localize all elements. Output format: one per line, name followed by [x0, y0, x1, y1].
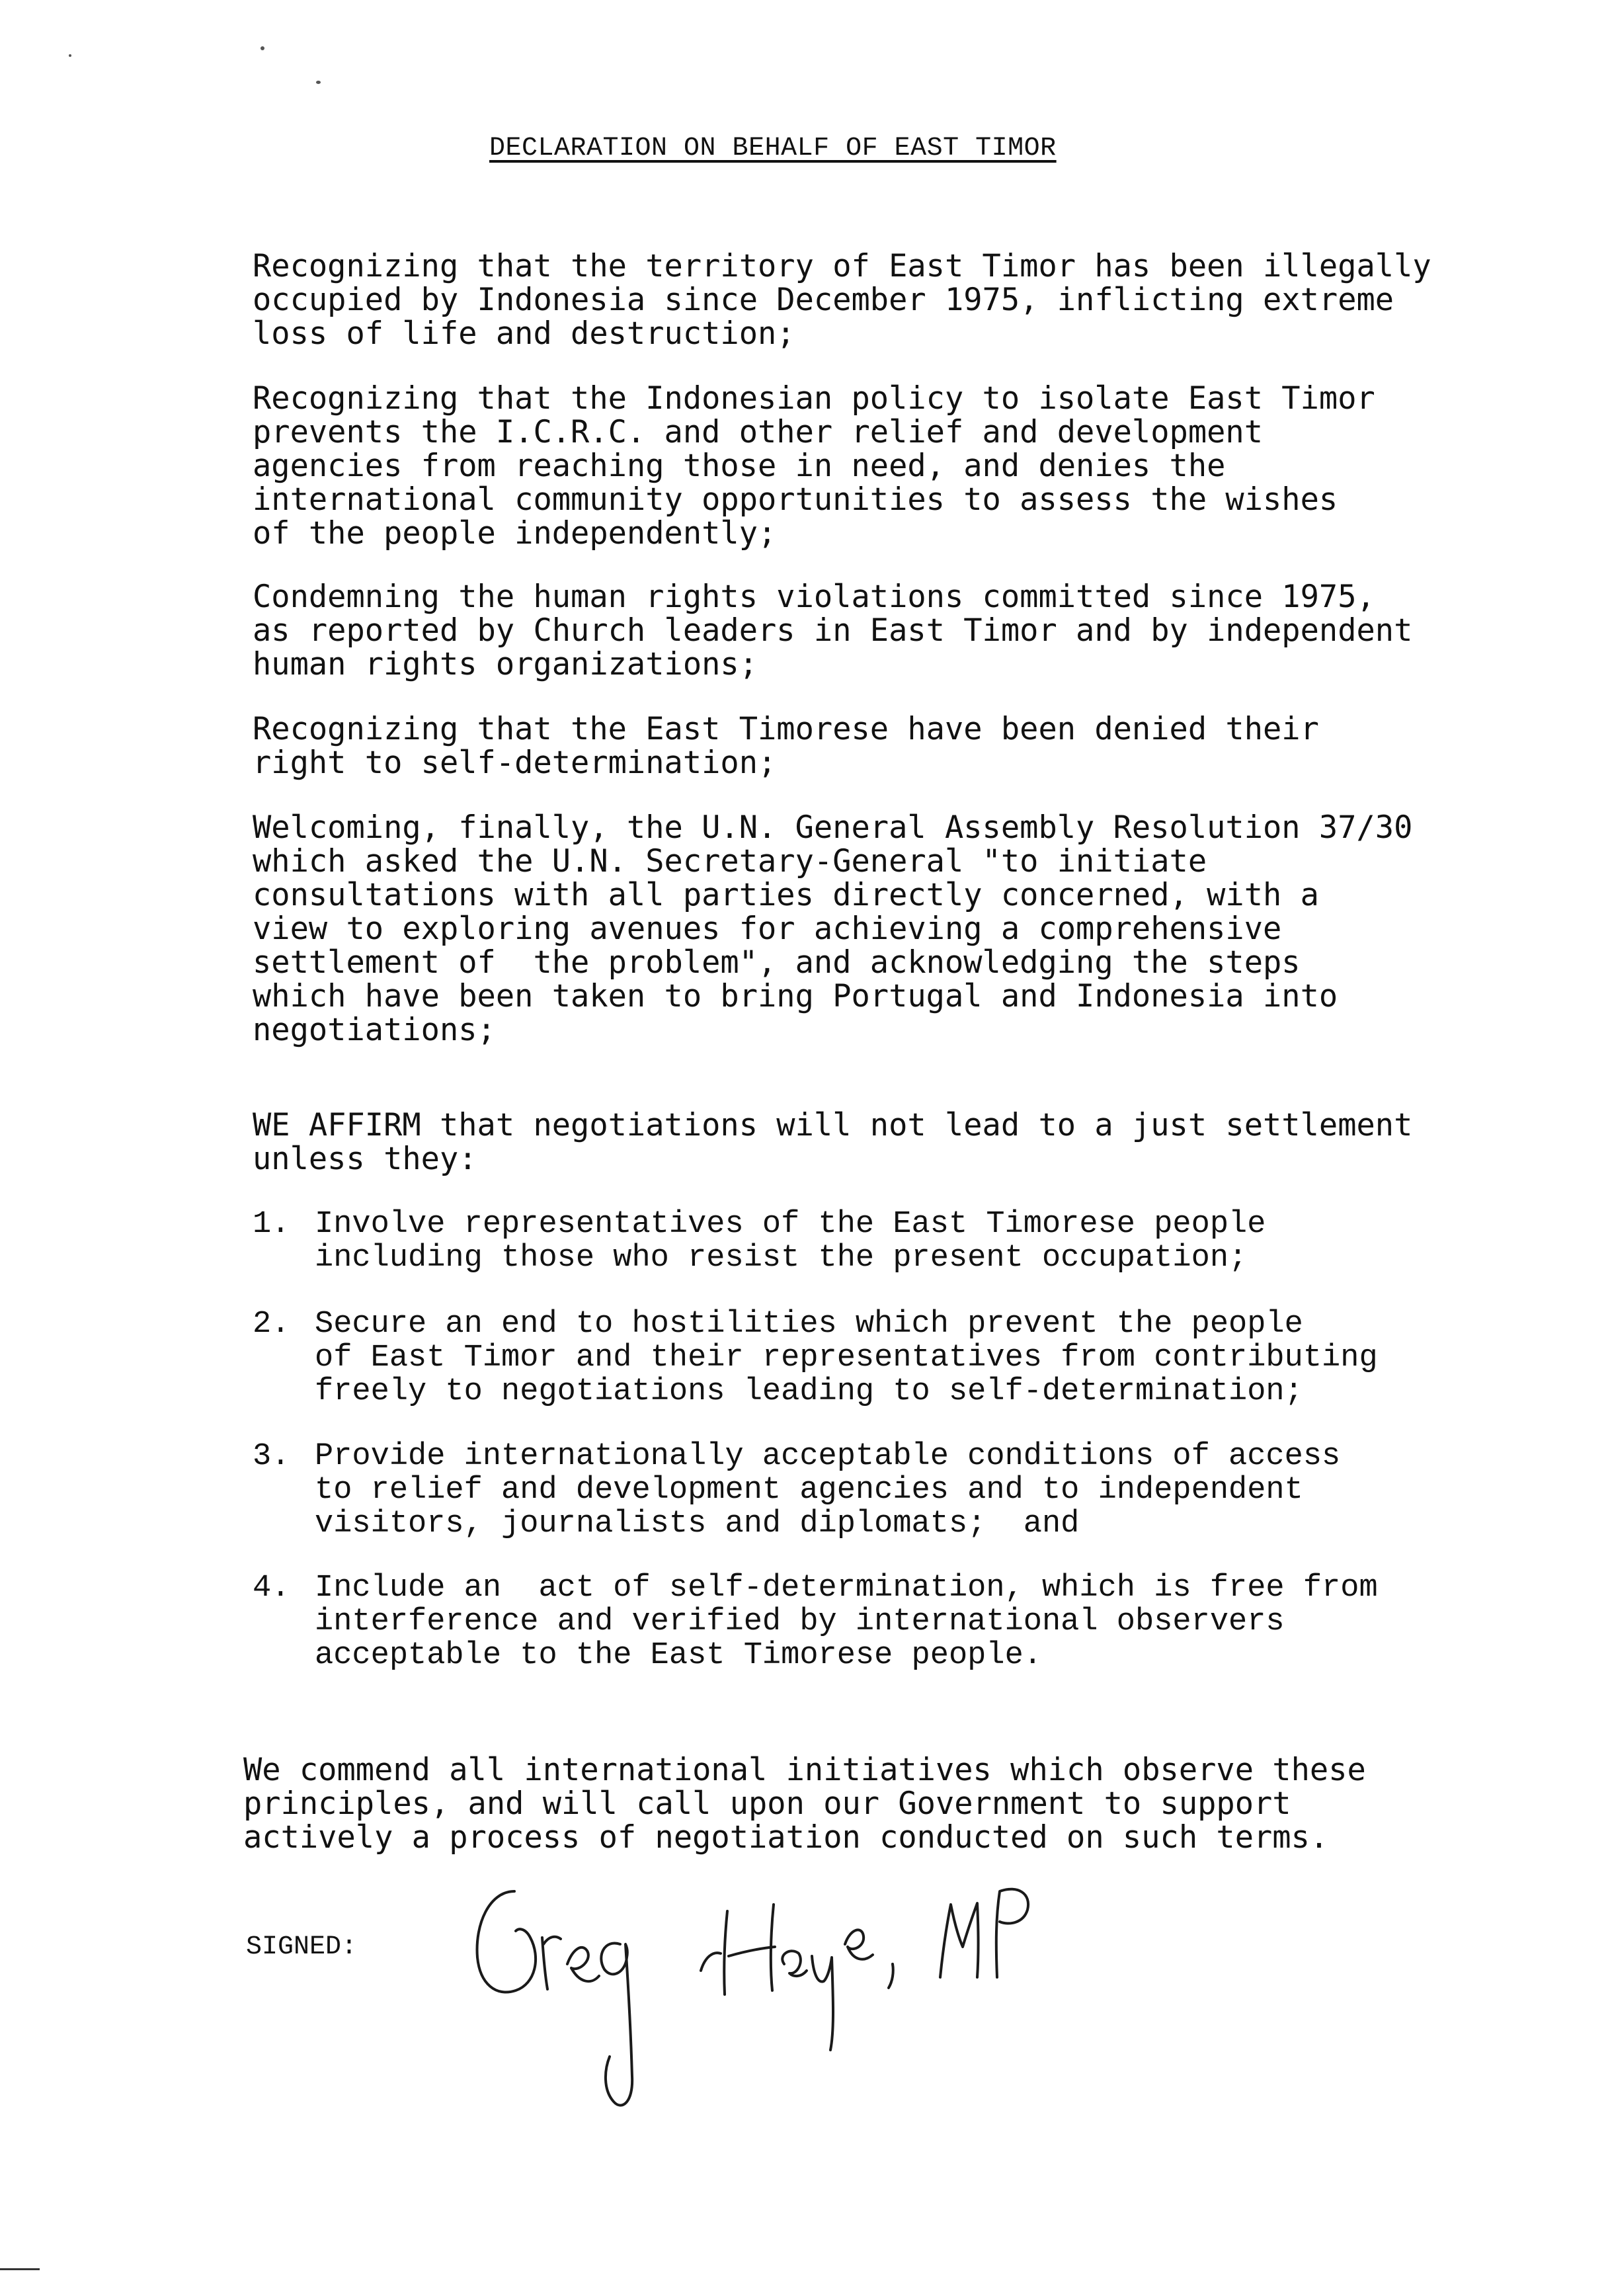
scan-speck	[69, 54, 71, 57]
signature-text: Greg Hayes, MP	[463, 1865, 469, 1866]
paragraph-un-resolution: Welcoming, finally, the U.N. General Assembly Resolution 37/30 which asked the U.N. Secretary-General "to initiate consultations with all parties directly concerned, with a view to exploring avenues for achieving a comprehensive settlement of the problem", and acknowledging the steps which have been taken to bring Portugal and Indonesia into negotiations;	[253, 809, 1413, 1048]
list-item-text: Provide internationally acceptable conditions of access to relief and development agencies and to independent visitors, journalists and diplomats; and	[315, 1439, 1341, 1541]
scan-speck	[261, 46, 264, 50]
list-item-text: Secure an end to hostilities which prevent the people of East Timor and their representatives from contributing freely to negotiations leading to self-determination;	[315, 1307, 1378, 1409]
list-item	[253, 1307, 1509, 1442]
list-item	[253, 1440, 1509, 1575]
paragraph-occupation: Recognizing that the territory of East Timor has been illegally occupied by Indonesia since December 1975, inflicting extreme loss of life and destruction;	[253, 248, 1431, 352]
closing-paragraph: We commend all international initiatives which observe these principles, and will call upon our Government to support actively a process of negotiation conducted on such terms.	[243, 1752, 1366, 1856]
scan-speck	[316, 81, 321, 84]
list-item-number: 4.	[253, 1571, 290, 1606]
scan-edge-mark	[0, 2268, 40, 2270]
handwritten-signature	[463, 1865, 1058, 2116]
list-item-text: Include an act of self-determination, which is free from interference and verified by international observers acceptable to the East Timorese people.	[315, 1571, 1378, 1673]
paragraph-isolation-policy: Recognizing that the Indonesian policy to isolate East Timor prevents the I.C.R.C. and other relief and development agencies from reaching those in need, and denies the international community opportunities to assess the wishes of the people independently;	[253, 380, 1375, 552]
paragraph-self-determination: Recognizing that the East Timorese have been denied their right to self-determination;	[253, 711, 1319, 781]
list-item-text: Involve representatives of the East Timorese people including those who resist the present occupation;	[315, 1207, 1266, 1276]
paragraph-we-affirm: WE AFFIRM that negotiations will not lead to a just settlement unless they:	[253, 1107, 1413, 1177]
list-item-number: 3.	[253, 1439, 290, 1474]
document-title: DECLARATION ON BEHALF OF EAST TIMOR	[489, 134, 1057, 163]
signed-label: SIGNED:	[246, 1932, 358, 1962]
list-item-number: 1.	[253, 1207, 290, 1242]
list-item	[253, 1571, 1509, 1706]
paragraph-human-rights: Condemning the human rights violations committed since 1975, as reported by Church leaders in East Timor and by independent human rights organizations;	[253, 579, 1413, 682]
list-item-number: 2.	[253, 1307, 290, 1342]
